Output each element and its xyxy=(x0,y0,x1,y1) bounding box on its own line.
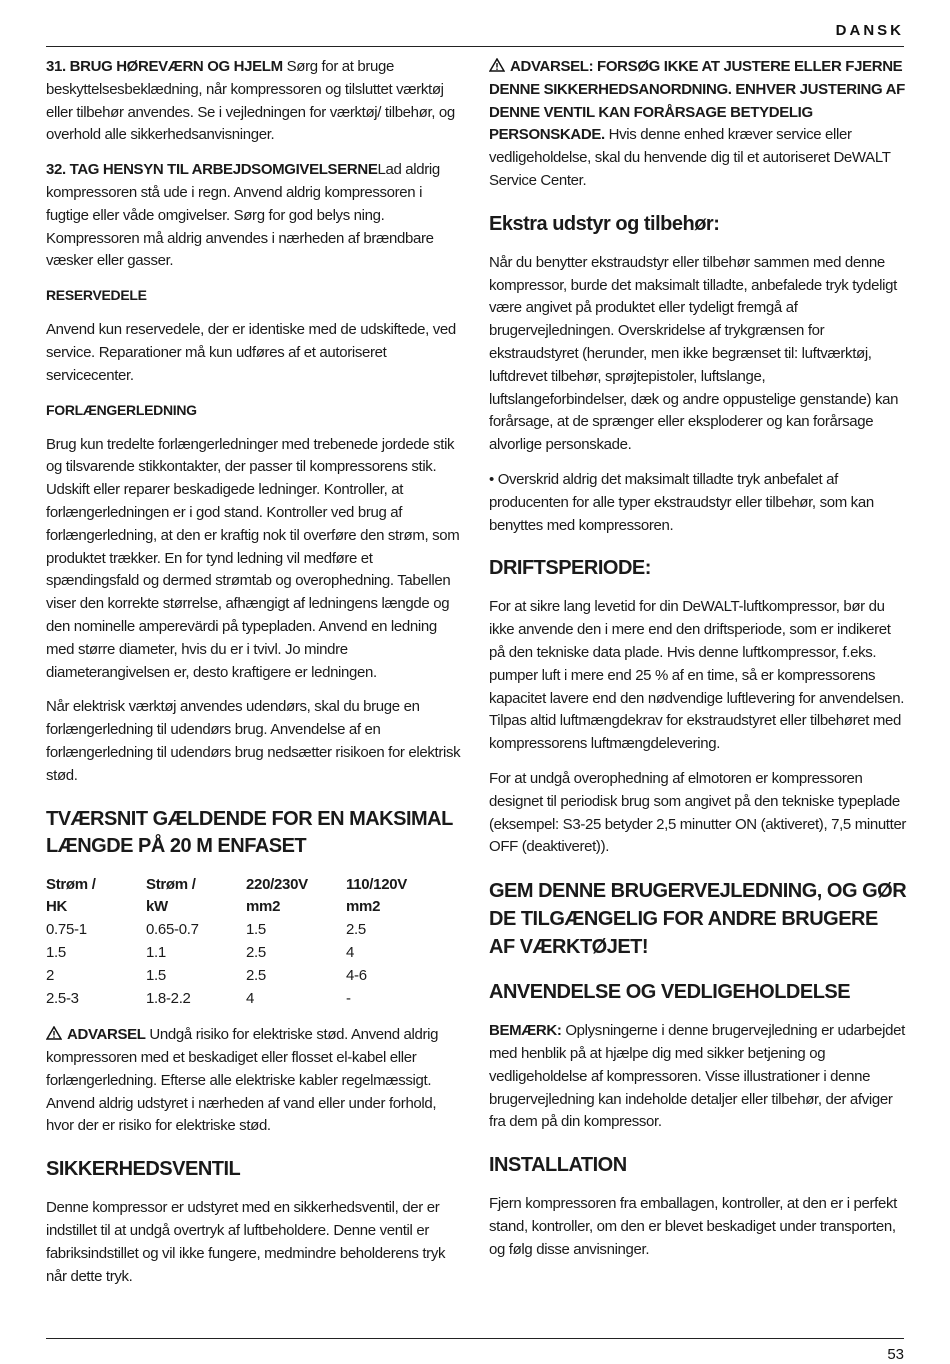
warning-label: ADVARSEL xyxy=(67,1026,146,1044)
col-header: 220/230V mm2 xyxy=(246,875,308,916)
extension-cord-text-1: Brug kun tredelte forlængerledninger med trebenede jordede stik og tilsvarende stikkontakter, der passer til kompressorens stik. Udskift eller reparer beskadigede ledninger. Kontroller, at forlængerledningen er i god stand. Kontroller ved brug af forlængerledning, at den er kraftig nok til overføre den strøm, som produktet trækker. En for tynd ledning vil medføre et spændingsfald og dermed strømtab og overophedning. Tabellen viser den korrekte størrelse, afhængigt af ledningens længde og den nominelle amperevärdi på typepladen. Anvend en ledning med større diameter, hvis du er i tvivl. Jo mindre diameterangivelsen er, desto kraftigere er ledningen. xyxy=(46,435,460,681)
language-label: DANSK xyxy=(835,22,904,39)
page-number: 53 xyxy=(887,1346,904,1363)
table-cell: - xyxy=(346,989,351,1007)
installation-text: Fjern kompressoren fra emballagen, kontroller, at den er i perfekt stand, kontroller, om den er blevet beskadiget under transporten, og følg disse anvisninger. xyxy=(489,1195,897,1258)
table-row xyxy=(46,965,446,988)
duty-cycle-text-2: For at undgå overophedning af elmotoren er kompressoren designet til periodisk brug som angivet på den tekniske typeplade (eksempel: S3-25 betyder 2,5 minutter ON (aktiveret), 7,5 minutter OFF (deaktiveret)). xyxy=(489,769,907,856)
valve-warning-bold: ADVARSEL: FORSØG IKKE AT JUSTERE ELLER FJERNE DENNE SIKKERHEDSANORDNING. ENHVER JUSTERING AF DENNE VENTIL KAN FORÅRSAGE BETYDELIG PERSONSKADE. xyxy=(489,58,905,144)
table-cell: 1.5 xyxy=(46,943,66,961)
table-cell: 2.5 xyxy=(346,921,366,939)
table-cell: 4 xyxy=(246,989,255,1007)
col-header: 110/120V mm2 xyxy=(346,875,407,916)
extension-cord-heading: FORLÆNGERLEDNING xyxy=(46,401,197,418)
accessories-heading: Ekstra udstyr og tilbehør: xyxy=(489,212,720,235)
table-header-row xyxy=(46,874,446,920)
table-cell: 4-6 xyxy=(346,966,367,984)
item-32-text: Lad aldrig kompressoren stå ude i regn. Anvend aldrig kompressoren i fugtige eller våde omgivelser. Sørg for god belys ning. Kompressoren må aldrig anvendes i nærheden af brændbare væsker eller gasser. xyxy=(46,161,440,270)
table-heading: TVÆRSNIT GÆLDENDE FOR EN MAKSIMAL LÆNGDE PÅ 20 M ENFASET xyxy=(46,807,453,857)
cable-table xyxy=(46,874,446,1011)
safety-valve-text: Denne kompressor er udstyret med en sikkerhedsventil, der er indstillet til at undgå overtryk af luftbeholdere. Denne ventil er fabriksindstillet og vil ikke fungere, medmindre beholderens tryk når dette tryk. xyxy=(46,1199,446,1285)
accessories-text-1: Når du benytter ekstraudstyr eller tilbehør sammen med denne kompressor, burde det maksimalt tilladte, anbefalede tryk tydeligt være angivet på produktet eller tydeligt fremgå af brugervejledningen. Overskridelse af trykgrænsen for ekstraudstyret (herunder, men ikke begrænset til: luftværktøj, luftdrevet tilbehør, sprøjtepistoler, luftslange, luftslangeforbindelser, dæk og andre oppustelige genstande) kan forårsage, at de sprænger eller eksploderer og kan forårsage alvorlige personskade. xyxy=(489,253,899,454)
keep-manual-heading: GEM DENNE BRUGERVEJLEDNING, OG GØR DE TILGÆNGELIG FOR ANDRE BRUGERE AF VÆRKTØJET! xyxy=(489,880,907,959)
right-column xyxy=(489,56,907,1273)
table-row xyxy=(46,988,446,1011)
table-cell: 0.75-1 xyxy=(46,921,87,939)
top-rule xyxy=(46,46,904,47)
item-32 xyxy=(46,159,466,273)
duty-cycle-heading: DRIFTSPERIODE: xyxy=(489,557,651,580)
col-header: Strøm / HK xyxy=(46,875,96,916)
item-32-heading: 32. TAG HENSYN TIL ARBEJDSOMGIVELSERNE xyxy=(46,161,378,179)
extension-cord-text-2: Når elektrisk værktøj anvendes udendørs, skal du bruge en forlængerledning til udendørs brug. Anvendelse af en forlængerledning til udendørs brug nedsætter risikoen for elektrisk stød. xyxy=(46,698,461,784)
table-cell: 1.5 xyxy=(246,921,266,939)
installation-heading: INSTALLATION xyxy=(489,1154,627,1177)
table-cell: 1.1 xyxy=(146,943,166,961)
col-header: Strøm / kW xyxy=(146,875,196,916)
electric-warning xyxy=(46,1024,466,1138)
table-cell: 1.5 xyxy=(146,966,166,984)
valve-warning-text: Hvis denne enhed kræver service eller vedligeholdelse, skal du henvende dig til et autoriseret DeWALT Service Center. xyxy=(489,126,891,189)
warning-text: Undgå risiko for elektriske stød. Anvend aldrig kompressoren med et beskadiget eller flosset el-kabel eller forlængerledning. Efterse alle elektriske kabler regelmæssigt. Anvend aldrig udstyret i nærheden af vand eller under forhold, hvor der er risiko for elektriske stød. xyxy=(46,1026,439,1135)
warning-triangle-icon xyxy=(489,58,505,72)
spare-parts-heading: RESERVEDELE xyxy=(46,287,147,304)
table-row xyxy=(46,919,446,942)
table-row xyxy=(46,942,446,965)
item-31-heading: 31. BRUG HØREVÆRN OG HJELM xyxy=(46,58,283,75)
safety-valve-heading: SIKKERHEDSVENTIL xyxy=(46,1158,241,1181)
use-maintenance-heading: ANVENDELSE OG VEDLIGEHOLDELSE xyxy=(489,981,851,1004)
note-paragraph xyxy=(489,1020,907,1134)
valve-warning xyxy=(489,56,907,193)
left-column xyxy=(46,56,466,1300)
bottom-rule xyxy=(46,1338,904,1339)
item-31 xyxy=(46,56,466,147)
spare-parts-text: Anvend kun reservedele, der er identiske med de udskiftede, ved service. Reparationer må kun udføres af et autoriseret servicecenter. xyxy=(46,321,456,384)
table-cell: 2.5 xyxy=(246,943,266,961)
duty-cycle-text-1: For at sikre lang levetid for din DeWALT-luftkompressor, bør du ikke anvende den i mere end den driftsperiode, som er indikeret på den tekniske data plade. Hvis denne luftkompressor, f.eks. pumper luft i mere end 25 % af en time, så er kompressorens kapacitet lavere end den nødvendige luftlevering for anvendelsen. Tilpas altid luftmængdekrav for ekstraudstyret eller tilbehøret med kompressorens luftmængdelevering. xyxy=(489,598,905,753)
table-cell: 0.65-0.7 xyxy=(146,921,199,939)
table-cell: 2 xyxy=(46,966,55,984)
table-cell: 2.5-3 xyxy=(46,989,79,1007)
item-31-text: Sørg for at bruge beskyttelsesbeklædning, når kompressoren og tilsluttet værktøj eller tilbehør anvendes. Se i vejledningen for værktøj/ tilbehør, og overhold alle sikkerhedsanvisninger. xyxy=(46,58,455,144)
table-cell: 4 xyxy=(346,943,355,961)
table-cell: 2.5 xyxy=(246,966,266,984)
note-label: BEMÆRK: xyxy=(489,1022,562,1040)
warning-triangle-icon xyxy=(46,1026,62,1040)
table-cell: 1.8-2.2 xyxy=(146,989,191,1007)
accessories-text-2: • Overskrid aldrig det maksimalt tilladte tryk anbefalet af producenten for alle typer ekstraudstyr eller tilbehør, som kan benyttes med kompressoren. xyxy=(489,470,874,534)
note-text: Oplysningerne i denne brugervejledning er udarbejdet med henblik på at hjælpe dig med sikker betjening og vedligeholdelse af kompressoren. Visse illustrationer i denne brugervejledning kan indeholde detaljer eller tilbehør, der afviger fra dem på din kompressor. xyxy=(489,1022,905,1131)
